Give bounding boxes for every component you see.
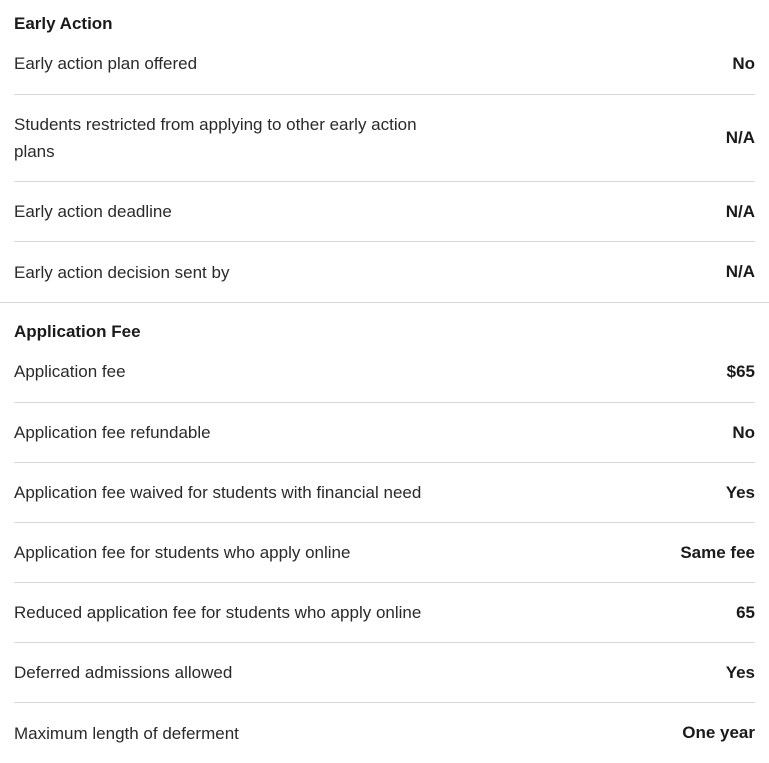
row-value: $65 bbox=[726, 361, 755, 381]
table-row bbox=[14, 403, 755, 463]
row-value: Same fee bbox=[680, 542, 755, 562]
application-fee-section bbox=[0, 303, 769, 763]
row-label: Students restricted from applying to other early action plans bbox=[14, 115, 417, 161]
row-value: No bbox=[732, 422, 755, 442]
table-row bbox=[14, 463, 755, 523]
row-label: Application fee refundable bbox=[14, 423, 211, 442]
row-label: Deferred admissions allowed bbox=[14, 663, 233, 682]
row-label: Early action decision sent by bbox=[14, 262, 230, 282]
table-row bbox=[14, 583, 755, 643]
table-row bbox=[14, 95, 755, 182]
row-value: N/A bbox=[725, 201, 755, 221]
table-row bbox=[14, 643, 755, 703]
row-value: 65 bbox=[736, 602, 755, 622]
row-label: Application fee bbox=[14, 362, 126, 381]
row-value: One year bbox=[682, 723, 755, 742]
table-row bbox=[14, 33, 755, 95]
row-value: No bbox=[732, 53, 755, 73]
section-title-application-fee: Application Fee bbox=[14, 322, 141, 341]
row-label: Application fee for students who apply online bbox=[14, 543, 351, 562]
row-label: Application fee waived for students with financial need bbox=[14, 483, 422, 502]
row-value: N/A bbox=[725, 128, 755, 147]
application-fee-rows bbox=[14, 341, 755, 763]
row-value: Yes bbox=[725, 482, 755, 502]
table-row bbox=[14, 703, 755, 763]
early-action-rows bbox=[14, 33, 755, 302]
table-row bbox=[14, 523, 755, 583]
table-row bbox=[14, 242, 755, 302]
row-label: Early action plan offered bbox=[14, 54, 198, 73]
row-value: Yes bbox=[725, 662, 755, 682]
row-value: N/A bbox=[725, 262, 755, 281]
table-row bbox=[14, 182, 755, 242]
table-row bbox=[14, 341, 755, 403]
row-label: Maximum length of deferment bbox=[14, 723, 239, 743]
section-title-early-action: Early Action bbox=[14, 14, 113, 33]
row-label: Reduced application fee for students who apply online bbox=[14, 603, 422, 622]
early-action-section bbox=[0, 0, 769, 303]
row-label: Early action deadline bbox=[14, 202, 172, 221]
